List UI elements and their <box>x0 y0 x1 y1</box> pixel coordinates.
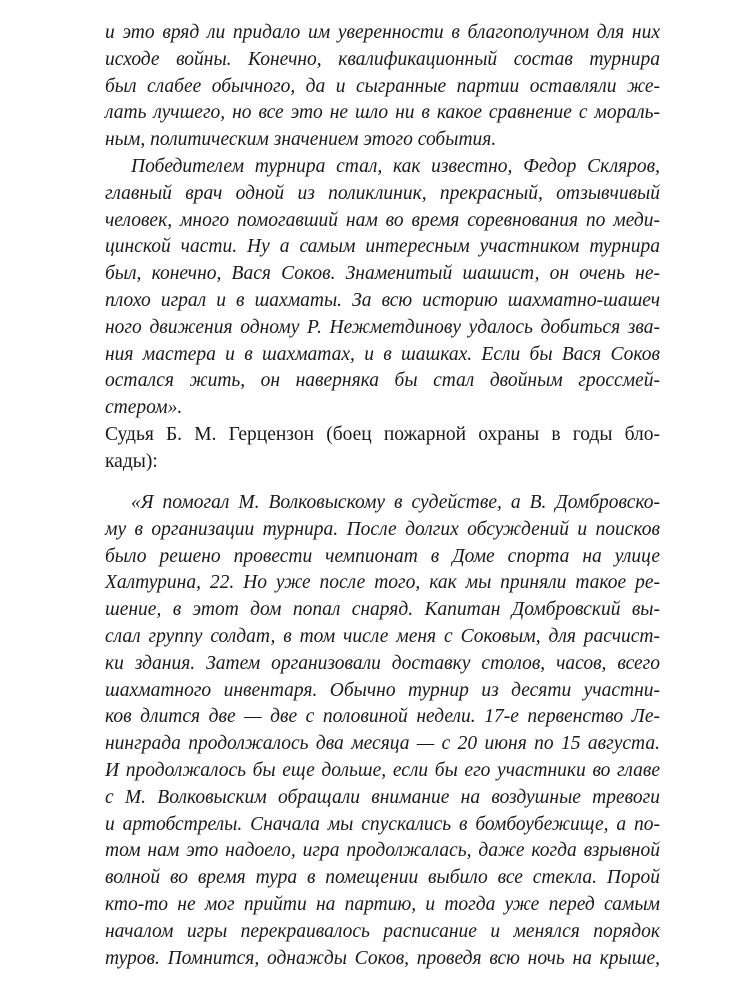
paragraph-winner <box>105 154 660 422</box>
text-line: цинской части. Ну а самым интересным участником турнира <box>105 236 660 258</box>
text-line: ния мастера и в шахматах, и в шашках. Если бы Вася Соков <box>105 343 660 365</box>
text-line: лать лучшего, но все это не шло ни в какое сравнение с мораль- <box>105 102 660 124</box>
text-line: был, конечно, Вася Соков. Знаменитый шашист, он очень не- <box>105 263 660 285</box>
text-line: туров. Помнится, однажды Соков, проведя всю ночь на крыше, <box>105 947 660 969</box>
text-line: ным, политическим значением этого события. <box>105 129 497 151</box>
text-line: «Я помогал М. Волковыскому в судействе, а В. Домбровско- <box>131 492 660 513</box>
text-line: исходе войны. Конечно, квалификационный состав турнира <box>105 48 660 70</box>
text-line: был слабее обычного, да и сыгранные партии оставляли же- <box>105 75 660 97</box>
text-line: нинграда продолжалось два месяца — с 20 июня по 15 августа. <box>105 733 660 755</box>
text-line: стером». <box>105 397 183 419</box>
paragraph-quote <box>105 490 660 972</box>
text-line: ки здания. Затем организовали доставку столов, часов, всего <box>105 652 660 674</box>
paragraph-continuation <box>105 20 660 154</box>
text-line: кто-то не мог прийти на партию, и тогда уже перед самым <box>105 893 660 915</box>
text-line: шахматного инвентаря. Обычно турнир из десяти участни- <box>105 679 660 701</box>
text-line: остался жить, он наверняка бы стал двойным гроссмей- <box>105 370 660 392</box>
text-line: Халтурина, 22. Но уже после того, как мы приняли такое ре- <box>105 572 660 594</box>
text-line: слал группу солдат, в том числе меня с Соковым, для расчист- <box>105 625 660 647</box>
text-line: шение, в этот дом попал снаряд. Капитан Домбровский вы- <box>105 599 660 621</box>
text-line: человек, много помогавший нам во время соревнования по меди- <box>105 209 660 231</box>
text-line: и артобстрелы. Сначала мы спускались в бомбоубежище, а по- <box>105 813 660 835</box>
text-line: ного движения одному Р. Нежметдинову удалось добиться зва- <box>105 316 660 338</box>
paragraph-judge-intro <box>105 422 660 476</box>
text-line: было решено провести чемпионат в Доме спорта на улице <box>105 545 660 567</box>
text-line: и это вряд ли придало им уверенности в благополучном для них <box>105 22 660 43</box>
text-line: волной во время тура в помещении выбило все стекла. Порой <box>105 867 660 889</box>
text-line: му в организации турнира. После долгих обсуждений и поисков <box>105 518 660 540</box>
text-line: том нам это надоело, игра продолжалась, даже когда взрывной <box>105 840 660 862</box>
text-line: И продолжалось бы еще дольше, если бы его участники во главе <box>105 759 660 781</box>
text-line: ков длится две — две с половиной недели. 17-е первенство Ле- <box>105 706 660 728</box>
text-line: кады): <box>105 450 158 472</box>
text-line: началом игры перекраивалось расписание и менялся порядок <box>105 920 660 942</box>
text-line: Судья Б. М. Герцензон (боец пожарной охраны в годы бло- <box>105 424 660 445</box>
text-line: Победителем турнира стал, как известно, Федор Скляров, <box>131 156 660 177</box>
text-line: плохо играл и в шахматы. За всю историю шахматно-шашеч <box>105 289 660 311</box>
text-line: главный врач одной из поликлиник, прекрасный, отзывчивый <box>105 182 660 204</box>
text-line: с М. Волковыским обращали внимание на воздушные тревоги <box>105 786 660 808</box>
